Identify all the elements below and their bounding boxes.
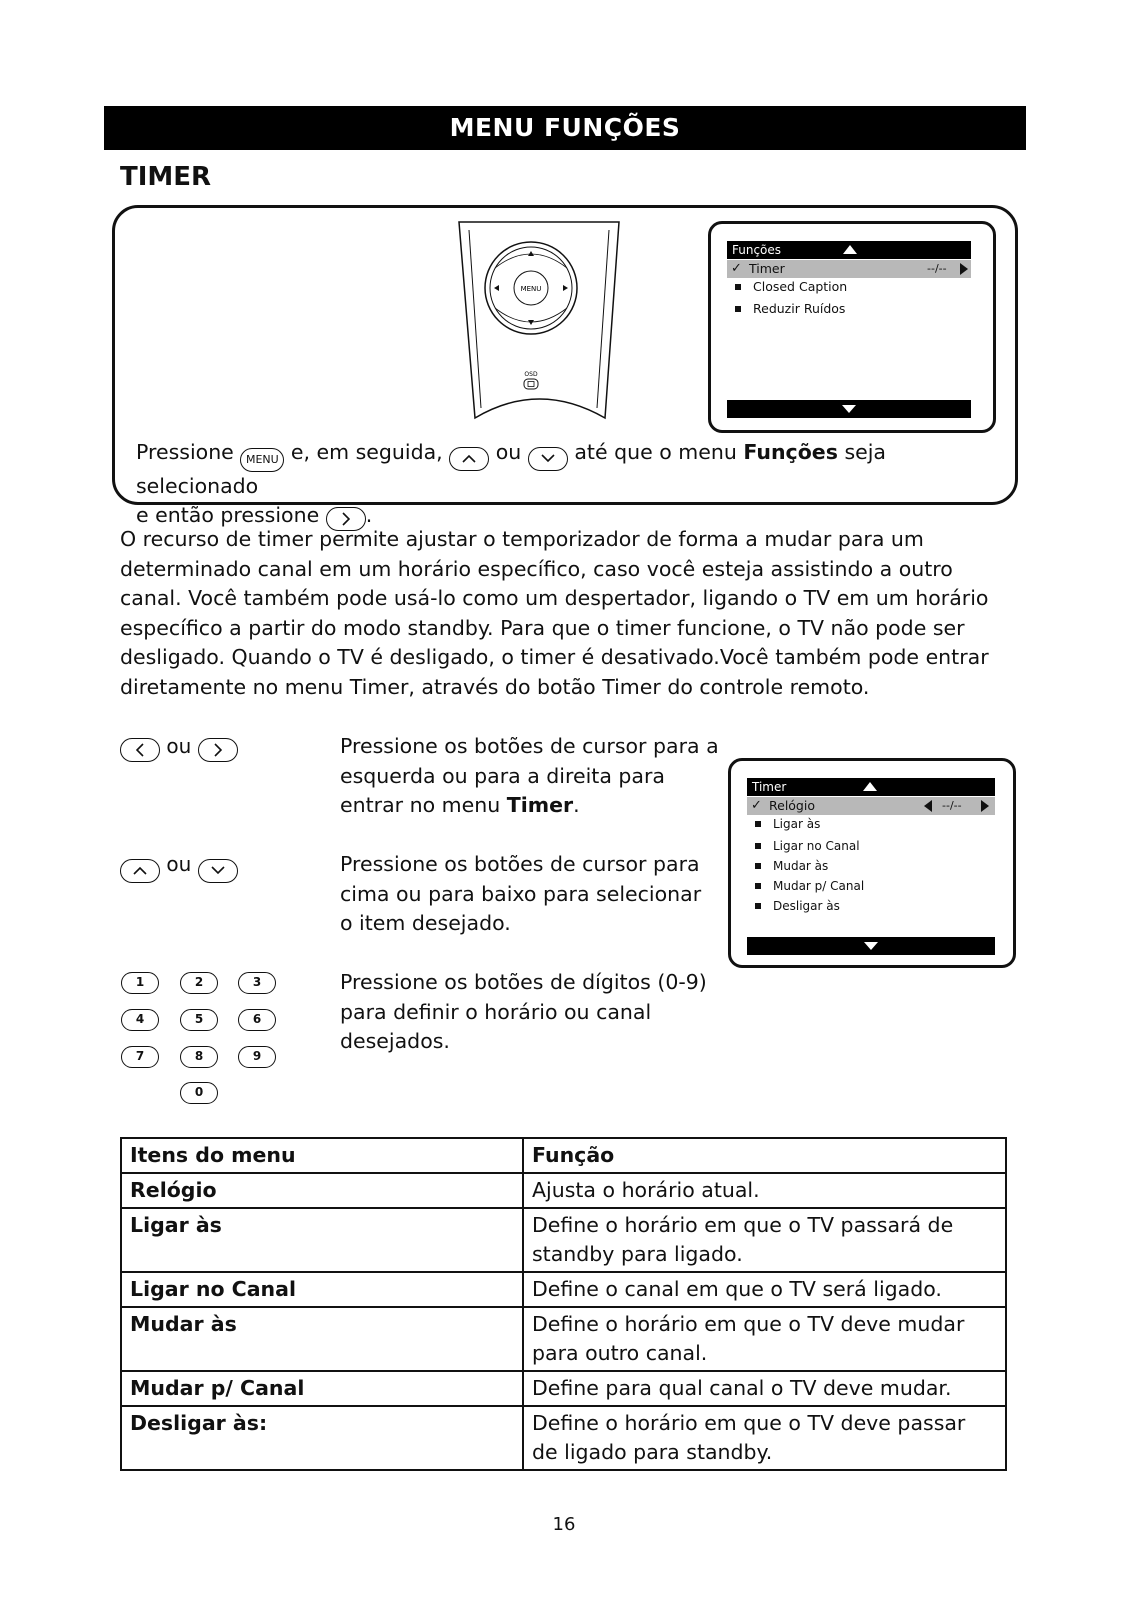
table-cell-function: Define para qual canal o TV deve mudar. bbox=[523, 1371, 1006, 1406]
osd-timer-selected-label: Relógio bbox=[769, 798, 815, 813]
step-up-down-keys bbox=[120, 852, 238, 883]
osd-funcoes-selected-row bbox=[727, 260, 971, 278]
digit-4-key: 4 bbox=[121, 1009, 159, 1031]
step-digits-text: Pressione os botões de dígitos (0-9) para definir o horário ou canal desejados. bbox=[340, 970, 707, 1053]
step-text-part: . bbox=[573, 793, 580, 817]
page-banner: MENU FUNÇÕES bbox=[104, 106, 1026, 150]
table-cell-function: Define o horário em que o TV deve mudar para outro canal. bbox=[523, 1307, 1006, 1371]
instruction-part: seja selecionado bbox=[136, 440, 886, 498]
table-cell-function: Define o horário em que o TV passará de standby para ligado. bbox=[523, 1208, 1006, 1272]
triangle-down-icon bbox=[842, 405, 856, 413]
table-header-cell: Função bbox=[523, 1138, 1006, 1173]
osd-timer-title: Timer bbox=[752, 780, 787, 794]
table-row bbox=[121, 1208, 1006, 1272]
menu-key-label: MENU bbox=[245, 453, 279, 466]
step-text-part: Pressione os botões de cursor para a esquerda ou para a direita para entrar no menu bbox=[340, 734, 719, 817]
triangle-up-icon bbox=[843, 245, 857, 254]
osd-timer-item: Mudar p/ Canal bbox=[755, 878, 864, 894]
cursor-down-key-icon bbox=[198, 859, 238, 883]
triangle-up-icon bbox=[863, 782, 877, 791]
osd-timer-item: Ligar no Canal bbox=[755, 838, 860, 854]
instruction-menu-name: Funções bbox=[743, 440, 838, 464]
instruction-part: . bbox=[365, 502, 373, 527]
osd-timer-item: Mudar às bbox=[755, 858, 828, 874]
digit-7-key: 7 bbox=[121, 1046, 159, 1068]
digit-8-key: 8 bbox=[180, 1046, 218, 1068]
remote-control-drawing bbox=[455, 220, 623, 430]
cursor-left-key-icon bbox=[120, 738, 160, 762]
step-left-right-keys bbox=[120, 734, 238, 762]
digit-5-key: 5 bbox=[180, 1009, 218, 1031]
osd-funcoes-header bbox=[727, 241, 971, 259]
osd-timer-header bbox=[747, 778, 995, 796]
cursor-down-key-icon bbox=[528, 447, 568, 471]
osd-timer-selected-value: --/-- bbox=[942, 799, 962, 812]
menu-items-table bbox=[120, 1137, 1007, 1471]
remote-menu-label: MENU bbox=[520, 285, 542, 293]
cursor-up-key-icon bbox=[449, 447, 489, 471]
osd-funcoes-selected-label: Timer bbox=[749, 261, 785, 276]
step-ou: ou bbox=[166, 852, 192, 876]
cursor-up-key-icon bbox=[120, 859, 160, 883]
table-cell-item: Mudar às bbox=[121, 1307, 523, 1371]
checkmark-icon: ✓ bbox=[751, 798, 762, 813]
triangle-left-icon bbox=[924, 800, 932, 812]
osd-funcoes-item: Reduzir Ruídos bbox=[735, 301, 845, 317]
remote-osd-label: OSD bbox=[524, 371, 538, 378]
table-row bbox=[121, 1406, 1006, 1470]
osd-timer-selected-row bbox=[747, 797, 995, 815]
table-row bbox=[121, 1371, 1006, 1406]
triangle-down-icon bbox=[864, 942, 878, 950]
table-cell-item: Mudar p/ Canal bbox=[121, 1371, 523, 1406]
table-cell-function: Define o horário em que o TV deve passar de ligado para standby. bbox=[523, 1406, 1006, 1470]
digit-3-key: 3 bbox=[238, 972, 276, 994]
osd-timer-screen bbox=[728, 758, 1016, 968]
instruction-part: até que o menu bbox=[574, 440, 737, 464]
osd-funcoes-screen bbox=[708, 221, 996, 433]
body-paragraph: O recurso de timer permite ajustar o temporizador de forma a mudar para um determinado canal em um horário específico, caso você esteja assistindo a outro canal. Você também pode usá-lo como um despertador, ligando o TV em um horário específico a partir do modo standby. Para que o timer funcione, o TV não pode ser desligado. Quando o TV é desligado, o timer é desativado.Você também pode entrar diretamente no menu Timer, através do botão Timer do controle remoto. bbox=[120, 527, 989, 699]
menu-key-icon bbox=[240, 448, 284, 472]
step-up-down-text: Pressione os botões de cursor para cima ou para baixo para selecionar o item desejado. bbox=[340, 852, 702, 935]
instruction-part: e, em seguida, bbox=[290, 440, 443, 464]
osd-timer-item: Desligar às bbox=[755, 898, 840, 914]
table-row bbox=[121, 1173, 1006, 1208]
digit-9-key: 9 bbox=[238, 1046, 276, 1068]
instruction-part: e então pressione bbox=[136, 502, 320, 527]
table-header-row bbox=[121, 1138, 1006, 1173]
osd-timer-footer bbox=[747, 937, 995, 955]
instruction-text bbox=[136, 438, 1006, 531]
osd-timer-item: Ligar às bbox=[755, 816, 820, 832]
digit-6-key: 6 bbox=[238, 1009, 276, 1031]
digit-2-key: 2 bbox=[180, 972, 218, 994]
table-cell-item: Ligar às bbox=[121, 1208, 523, 1272]
table-cell-item: Desligar às: bbox=[121, 1406, 523, 1470]
instruction-part: Pressione bbox=[136, 440, 234, 464]
step-menu-name: Timer bbox=[506, 793, 574, 817]
section-title: TIMER bbox=[120, 162, 212, 192]
instruction-part: ou bbox=[495, 440, 522, 464]
triangle-right-icon bbox=[981, 800, 989, 812]
digit-1-key: 1 bbox=[121, 972, 159, 994]
step-left-right-text bbox=[340, 732, 720, 821]
osd-funcoes-item: Closed Caption bbox=[735, 279, 847, 295]
page-number: 16 bbox=[552, 1514, 576, 1535]
table-cell-function: Ajusta o horário atual. bbox=[523, 1173, 1006, 1208]
cursor-right-key-icon bbox=[198, 738, 238, 762]
checkmark-icon: ✓ bbox=[731, 261, 742, 276]
osd-funcoes-footer bbox=[727, 400, 971, 418]
table-cell-function: Define o canal em que o TV será ligado. bbox=[523, 1272, 1006, 1307]
osd-funcoes-title: Funções bbox=[732, 243, 782, 257]
digit-0-key: 0 bbox=[180, 1082, 218, 1104]
table-cell-item: Ligar no Canal bbox=[121, 1272, 523, 1307]
table-header-cell: Itens do menu bbox=[121, 1138, 523, 1173]
osd-funcoes-selected-value: --/-- bbox=[927, 262, 947, 275]
table-row bbox=[121, 1272, 1006, 1307]
table-cell-item: Relógio bbox=[121, 1173, 523, 1208]
step-ou: ou bbox=[166, 734, 192, 758]
table-row bbox=[121, 1307, 1006, 1371]
triangle-right-icon bbox=[960, 263, 968, 275]
